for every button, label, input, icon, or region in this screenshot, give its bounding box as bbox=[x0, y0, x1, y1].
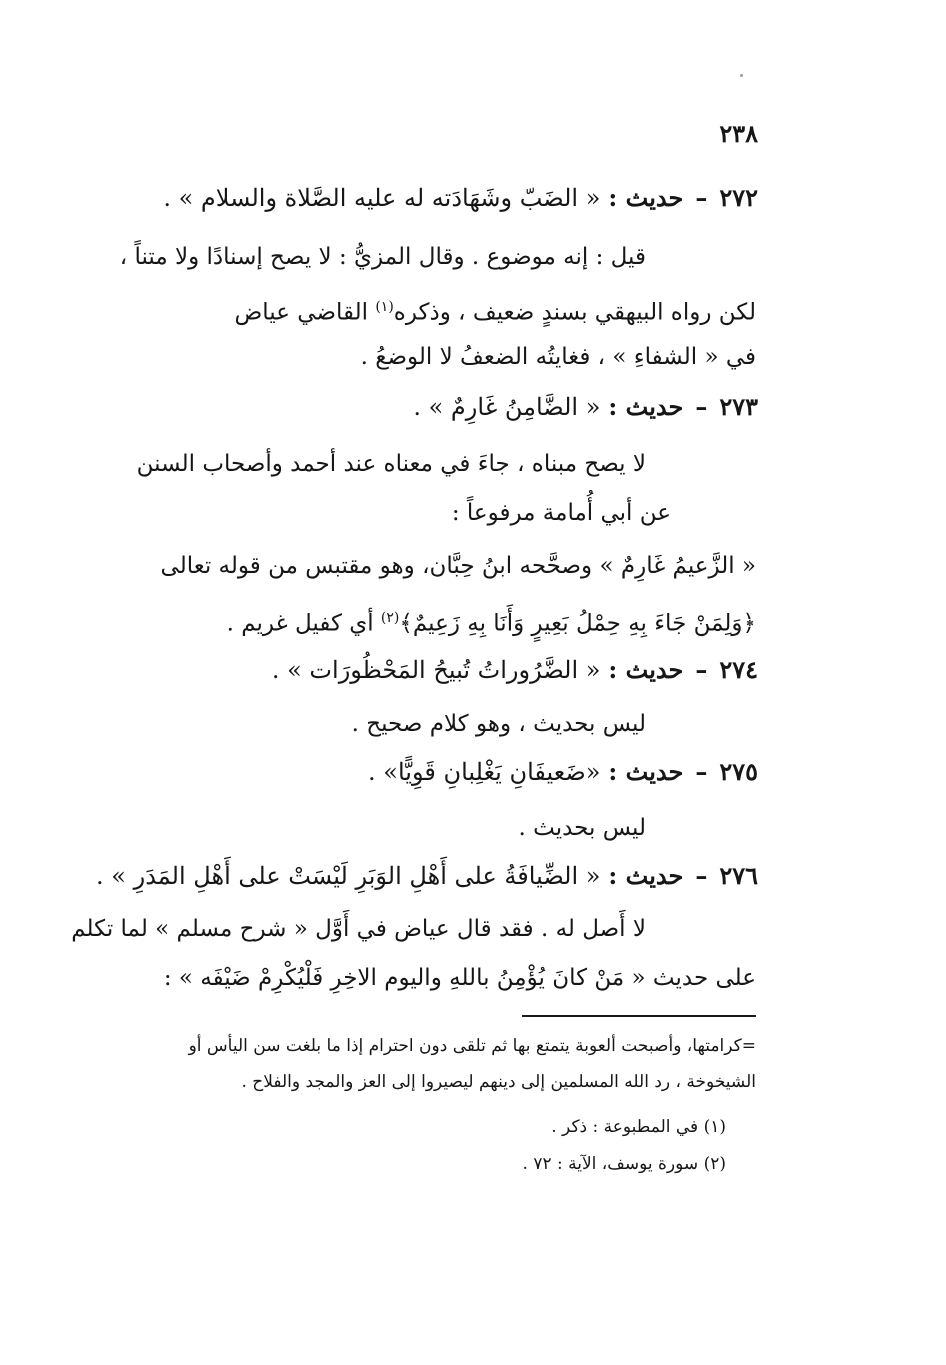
body-line: « الزَّعيمُ غَارِمٌ » وصحَّحه ابنُ حِبَّان، وهو مقتبس من قوله تعالى bbox=[160, 553, 756, 579]
entry-dash: – bbox=[695, 655, 708, 684]
body-line: لا يصح مبناه ، جاءَ في معناه عند أحمد وأصحاب السنن bbox=[136, 451, 646, 477]
footnote-separator bbox=[522, 1015, 756, 1017]
hadith-text: « الضَبّ وشَهَادَته له عليه الصَّلاة والسلام » . bbox=[163, 184, 601, 212]
hadith-heading-276 bbox=[96, 858, 758, 894]
footnote-continuation-line: الشيخوخة ، رد الله المسلمين إلى دينهم ليصيروا إلى العز والمجد والفلاح . bbox=[241, 1072, 756, 1092]
scan-speck bbox=[740, 74, 743, 77]
footnote-ref: (١) bbox=[375, 299, 394, 315]
body-text: القاضي عياض bbox=[234, 299, 376, 326]
body-line bbox=[227, 600, 756, 642]
body-text: لكن رواه البيهقي بسندٍ ضعيف ، وذكره bbox=[393, 299, 756, 326]
entry-label: حديث : bbox=[608, 183, 684, 212]
entry-number: ٢٧٥ bbox=[719, 757, 758, 786]
body-line: قيل : إنه موضوع . وقال المزيُّ : لا يصح إسنادًا ولا متناً ، bbox=[119, 244, 646, 270]
quran-verse: ﴿وَلِمَنْ جَاءَ بِهِ حِمْلُ بَعِيرٍ وَأَنَا بِهِ زَعِيمٌ﴾ bbox=[399, 610, 756, 637]
hadith-heading-272 bbox=[163, 180, 758, 216]
body-line: لا أَصل له . فقد قال عياض في أَوَّل « شرح مسلم » لما تكلم bbox=[71, 916, 646, 942]
footnote-1: (١) في المطبوعة : ذكر . bbox=[551, 1117, 726, 1137]
entry-number: ٢٧٦ bbox=[719, 861, 758, 890]
body-line: ليس بحديث . bbox=[518, 815, 646, 841]
entry-number: ٢٧٣ bbox=[719, 392, 758, 421]
body-line: على حديث « مَنْ كانَ يُؤْمِنُ باللهِ واليوم الاخِرِ فَلْيُكْرِمْ ضَيْفَه » : bbox=[163, 965, 756, 991]
body-line: في « الشفاءِ » ، فغايتُه الضعفُ لا الوضعُ . bbox=[360, 344, 756, 370]
footnote-2: (٢) سورة يوسف، الآية : ٧٢ . bbox=[522, 1154, 726, 1174]
footnote-continuation-line: =كرامتها، وأصبحت ألعوبة يتمتع بها ثم تلقى دون احترام إذا ما بلغت سن اليأس أو bbox=[188, 1036, 756, 1056]
hadith-heading-274 bbox=[272, 652, 758, 688]
footnote-ref: (٢) bbox=[380, 610, 400, 626]
entry-number: ٢٧٤ bbox=[719, 655, 758, 684]
entry-label: حديث : bbox=[608, 655, 684, 684]
entry-number: ٢٧٢ bbox=[719, 183, 758, 212]
hadith-text: « الضَّامِنُ غَارِمٌ » . bbox=[413, 393, 601, 421]
entry-dash: – bbox=[695, 861, 708, 890]
body-line: عن أبي أُمامة مرفوعاً : bbox=[451, 500, 671, 526]
hadith-heading-273 bbox=[413, 389, 758, 425]
entry-label: حديث : bbox=[608, 757, 684, 786]
body-line: ليس بحديث ، وهو كلام صحيح . bbox=[351, 711, 646, 737]
hadith-text: « الضِّيافَةُ على أَهْلِ الوَبَرِ لَيْسَتْ على أَهْلِ المَدَرِ » . bbox=[96, 862, 601, 890]
hadith-heading-275 bbox=[368, 754, 758, 790]
entry-label: حديث : bbox=[608, 861, 684, 890]
entry-dash: – bbox=[695, 757, 708, 786]
entry-dash: – bbox=[695, 392, 708, 421]
hadith-text: « الضَّرُوراتُ تُبيحُ المَحْظُورَات » . bbox=[271, 656, 601, 684]
body-text: أي كفيل غريم . bbox=[226, 610, 381, 637]
page-number: ٢٣٨ bbox=[719, 119, 758, 148]
entry-label: حديث : bbox=[608, 392, 684, 421]
entry-dash: – bbox=[695, 183, 708, 212]
body-line bbox=[234, 289, 756, 331]
hadith-text: «ضَعيفَانِ يَغْلِبانِ قَوِيًّا» . bbox=[368, 758, 601, 786]
